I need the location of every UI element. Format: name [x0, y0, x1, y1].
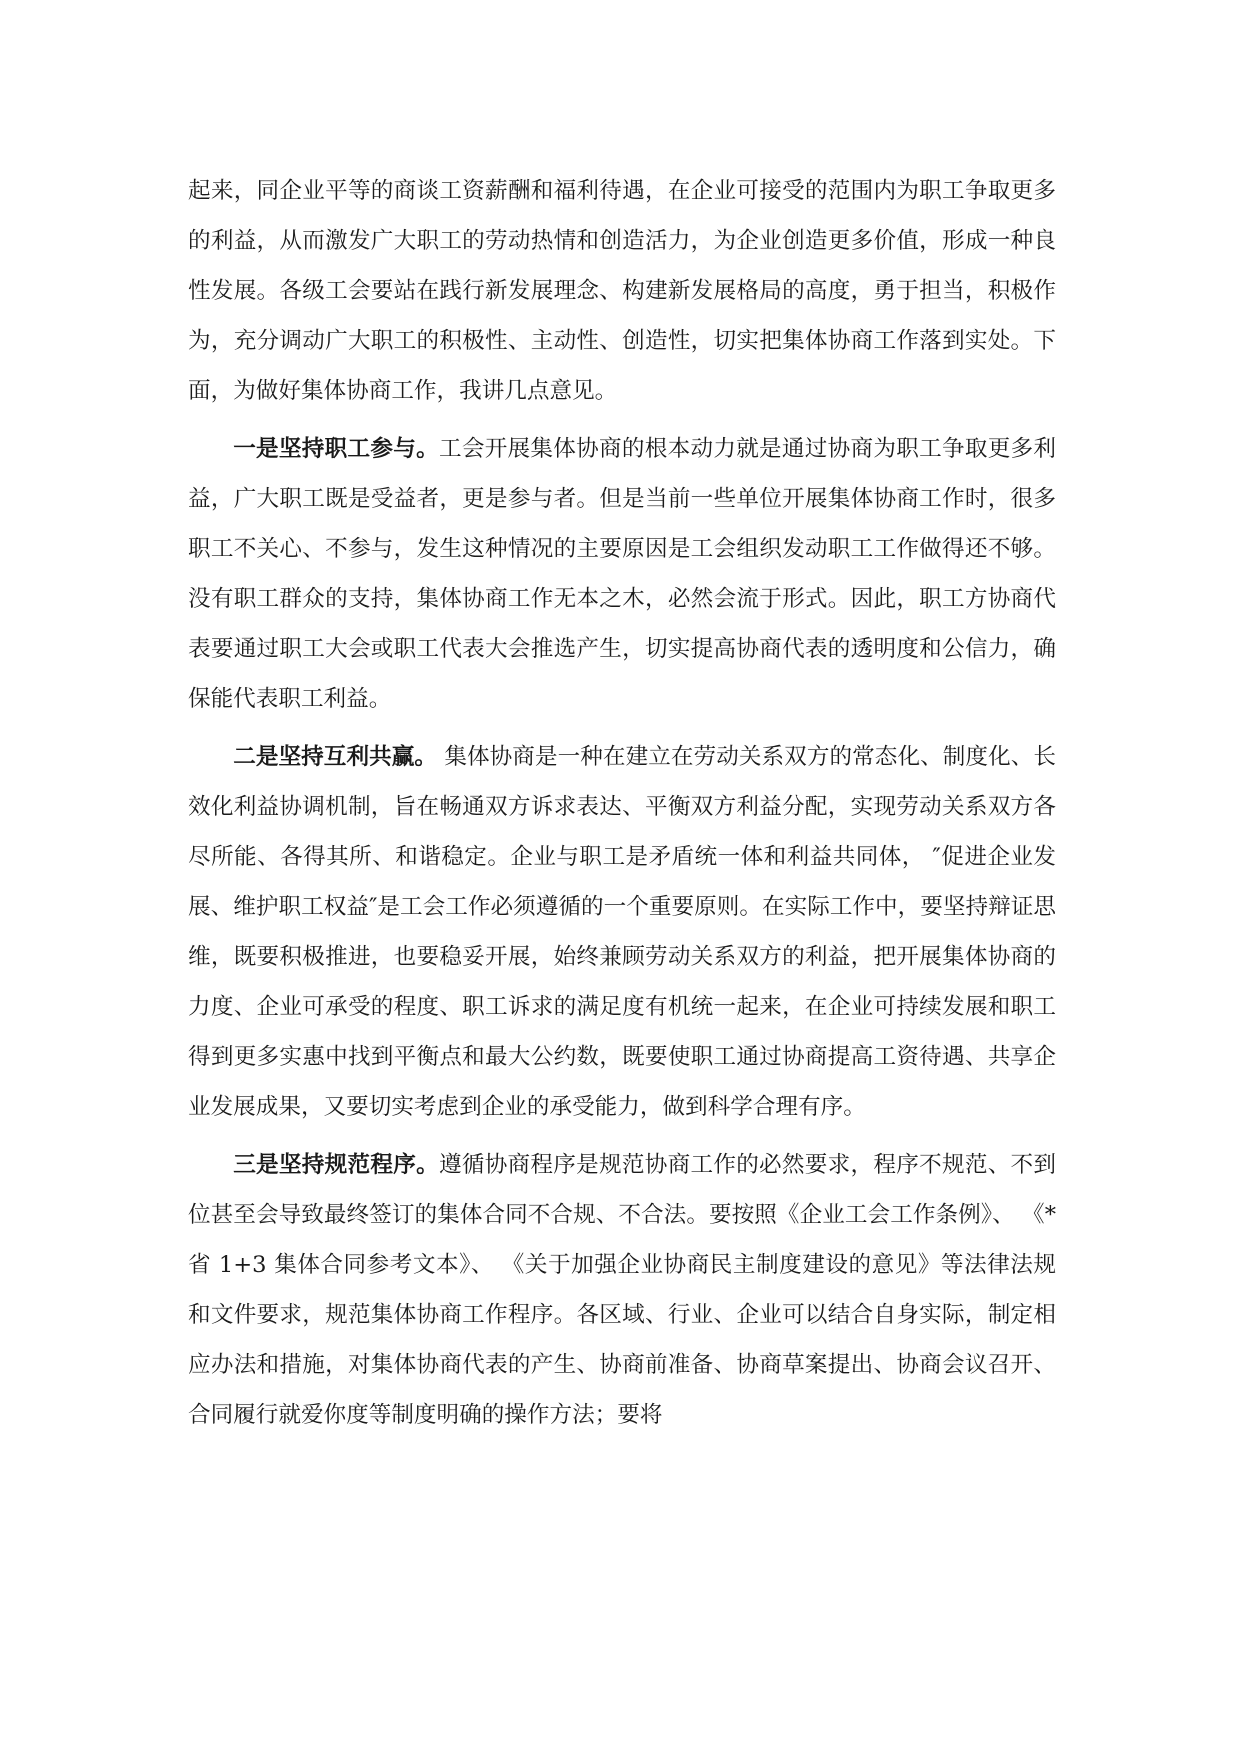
point-three-text: 遵循协商程序是规范协商工作的必然要求，程序不规范、不到位甚至会导致最终签订的集体合同不合规、不合法。要按照《企业工会工作条例》、 《*省 1+3 集体合同参考文本》、 《关于加强企业协商民主制度建设的意见》等法律法规和文件要求，规范集体协商工作程序。各区域、行业、企业可以结合自身实际，制定相应办法和措施，对集体协商代表的产生、协商前准备、协商草案提出、协商会议召开、合同履行就爱你度等制度明确的操作方法；要将	[188, 1152, 1057, 1428]
paragraph-intro-text: 起来，同企业平等的商谈工资薪酬和福利待遇，在企业可接受的范围内为职工争取更多的利益，从而激发广大职工的劳动热情和创造活力，为企业创造更多价值，形成一种良性发展。各级工会要站在践行新发展理念、构建新发展格局的高度，勇于担当，积极作为，充分调动广大职工的积极性、主动性、创造性，切实把集体协商工作落到实处。下面，为做好集体协商工作，我讲几点意见。	[188, 178, 1056, 404]
point-two-heading: 二是坚持互利共赢。	[233, 744, 438, 770]
paragraph-intro	[188, 166, 1056, 416]
document-page	[188, 166, 1056, 1440]
paragraph-point-two	[188, 732, 1056, 1132]
point-one-heading: 一是坚持职工参与。	[233, 436, 439, 462]
point-three-heading: 三是坚持规范程序。	[233, 1152, 439, 1178]
paragraph-point-one	[188, 424, 1056, 724]
point-two-text: 集体协商是一种在建立在劳动关系双方的常态化、制度化、长效化利益协调机制，旨在畅通双方诉求表达、平衡双方利益分配，实现劳动关系双方各尽所能、各得其所、和谐稳定。企业与职工是矛盾统一体和利益共同体， ″促进企业发展、维护职工权益″是工会工作必须遵循的一个重要原则。在实际工作中，要坚持辩证思维，既要积极推进，也要稳妥开展，始终兼顾劳动关系双方的利益，把开展集体协商的力度、企业可承受的程度、职工诉求的满足度有机统一起来，在企业可持续发展和职工得到更多实惠中找到平衡点和最大公约数，既要使职工通过协商提高工资待遇、共享企业发展成果，又要切实考虑到企业的承受能力，做到科学合理有序。	[188, 744, 1056, 1120]
paragraph-point-three	[188, 1140, 1056, 1440]
point-one-text: 工会开展集体协商的根本动力就是通过协商为职工争取更多利益，广大职工既是受益者，更是参与者。但是当前一些单位开展集体协商工作时，很多职工不关心、不参与，发生这种情况的主要原因是工会组织发动职工工作做得还不够。没有职工群众的支持，集体协商工作无本之木，必然会流于形式。因此，职工方协商代表要通过职工大会或职工代表大会推选产生，切实提高协商代表的透明度和公信力，确保能代表职工利益。	[188, 436, 1057, 712]
